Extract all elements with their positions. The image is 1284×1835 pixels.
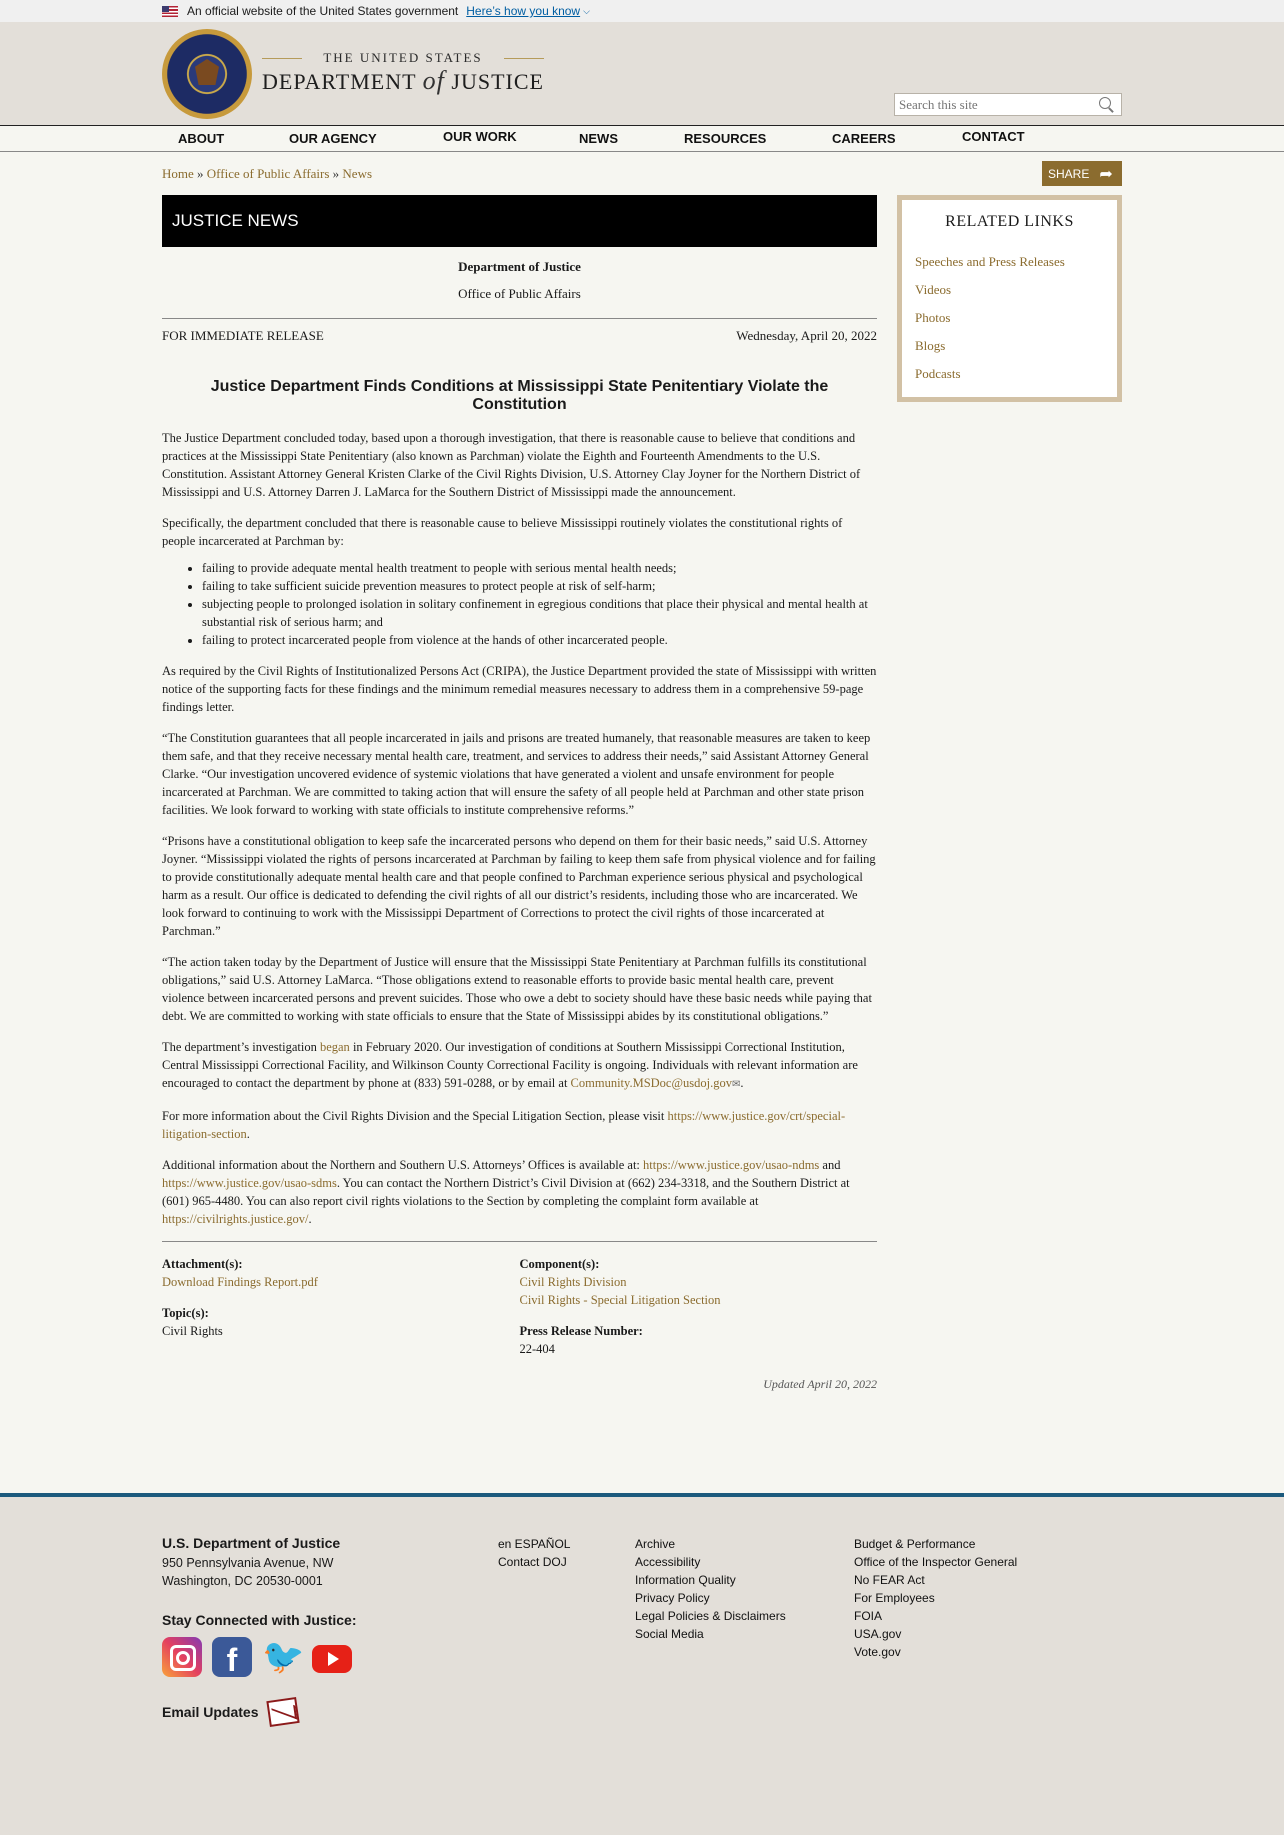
email-updates-link[interactable] <box>162 1699 298 1725</box>
logo-word-of: of <box>422 66 445 95</box>
footer-link-vote-gov[interactable]: Vote.gov <box>854 1645 901 1659</box>
footer-link-contact-doj[interactable]: Contact DOJ <box>498 1555 567 1569</box>
paragraph: Specifically, the department concluded that there is reasonable cause to believe Mississippi routinely violates the constitutional rights of people incarcerated at Parchman by: <box>162 516 843 548</box>
text: in February 2020. Our investigation of conditions at Southern Mississippi Correctional Institution, Central Mississippi Correctional Facility, and Wilkinson County Correctional Facility is ongoing. Individuals with relevant information are encouraged to contact the department by phone at (833) 591-0288, or by email at <box>162 1040 858 1090</box>
email-updates-label: Email Updates <box>162 1704 259 1720</box>
footer-link-inspector-general[interactable]: Office of the Inspector General <box>854 1555 1018 1569</box>
site-footer <box>0 1493 1284 1835</box>
footer-link-social-media[interactable]: Social Media <box>635 1627 704 1641</box>
attachments-label: Attachment(s): <box>162 1257 243 1271</box>
paragraph: “The action taken today by the Department of Justice will ensure that the Mississippi State Penitentiary at Parchman fulfills its constitutional obligations,” said U.S. Attorney LaMarca. “Those obligations extend to reasonable efforts to provide basic mental health care, prevent violence between incarcerated persons and prevent suicides. Those who owe a debt to society should have these basic needs while paying that debt. We are committed to working with state officials to ensure that the State of Mississippi abides by its constitutional obligations.” <box>162 955 872 1023</box>
civilrights-link[interactable]: https://civilrights.justice.gov/ <box>162 1212 309 1226</box>
related-link-photos[interactable]: Photos <box>915 310 951 325</box>
text: For more information about the Civil Rights Division and the Special Litigation Section, please visit <box>162 1109 668 1123</box>
paragraph <box>162 1107 877 1143</box>
footer-col-2 <box>635 1535 786 1643</box>
envelope-icon <box>267 1697 300 1727</box>
nav-news[interactable]: NEWS <box>579 131 618 146</box>
meta-left <box>162 1255 520 1371</box>
text: Additional information about the Northern and Southern U.S. Attorneys’ Offices is available at: <box>162 1158 644 1172</box>
download-findings-link[interactable]: Download Findings Report.pdf <box>162 1275 318 1289</box>
gov-banner-text: An official website of the United States government <box>187 4 459 18</box>
text: . You can contact the Northern District’s Civil Division at (662) 234-3318, and the Southern District at (601) 965-4480. You can also report civil rights violations to the Section by completing the complaint form available at <box>162 1176 850 1208</box>
eagle-icon <box>195 59 219 85</box>
attachments-block <box>162 1255 520 1291</box>
related-link-speeches[interactable]: Speeches and Press Releases <box>915 254 1065 269</box>
article-title: Justice Department Finds Conditions at Mississippi State Penitentiary Violate the Constitution <box>210 378 829 413</box>
footer-link-archive[interactable]: Archive <box>635 1537 676 1551</box>
text: . <box>308 1212 312 1226</box>
text: . <box>246 1127 250 1141</box>
related-links-title: RELATED LINKS <box>945 213 1074 230</box>
breadcrumb-office[interactable]: Office of Public Affairs <box>206 166 330 181</box>
components-label: Component(s): <box>519 1257 600 1271</box>
chevron-down-icon: ⌵ <box>583 5 590 16</box>
breadcrumb-home[interactable]: Home <box>162 166 194 181</box>
paragraph <box>162 1038 877 1094</box>
article-body <box>162 429 877 1228</box>
footer-link-for-employees[interactable]: For Employees <box>854 1591 935 1605</box>
instagram-icon[interactable] <box>162 1637 202 1677</box>
logo-line1[interactable]: THE UNITED STATES <box>262 50 544 66</box>
footer-link-legal-policies[interactable]: Legal Policies & Disclaimers <box>635 1609 786 1623</box>
logo-line2[interactable] <box>262 66 544 96</box>
related-link-blogs[interactable]: Blogs <box>915 338 946 353</box>
text: The department’s investigation <box>162 1040 320 1054</box>
related-link-videos[interactable]: Videos <box>915 282 952 297</box>
list-item: • failing to protect incarcerated people from violence at the hands of other incarcerated people. <box>202 631 877 649</box>
footer-link-accessibility[interactable]: Accessibility <box>635 1555 701 1569</box>
search-box <box>894 93 1122 116</box>
article-meta <box>162 1241 877 1371</box>
meta-right <box>520 1255 878 1371</box>
share-arrow-icon: ➦ <box>1099 165 1113 183</box>
usao-sdms-link[interactable]: https://www.justice.gov/usao-sdms <box>162 1176 337 1190</box>
breadcrumb <box>162 166 372 182</box>
facebook-icon[interactable]: f <box>212 1637 252 1677</box>
footer-link-foia[interactable]: FOIA <box>854 1609 883 1623</box>
topic-value: Civil Rights <box>162 1324 223 1338</box>
special-litigation-link[interactable]: https://www.justice.gov/crt/special-litigation-section <box>162 1109 846 1141</box>
address-line: Washington, DC 20530-0001 <box>162 1574 323 1588</box>
list-item: • failing to provide adequate mental health treatment to people with serious mental health needs; <box>202 559 877 577</box>
release-date: Wednesday, April 20, 2022 <box>736 328 877 343</box>
nav-careers[interactable]: CAREERS <box>832 131 896 146</box>
twitter-icon[interactable]: 🐦 <box>262 1638 305 1676</box>
email-link[interactable]: Community.MSDoc@usdoj.gov <box>570 1076 732 1090</box>
doj-seal-logo[interactable] <box>162 29 252 119</box>
site-header <box>0 22 1284 126</box>
nav-about[interactable]: ABOUT <box>178 131 225 146</box>
paragraph: “Prisons have a constitutional obligation to keep safe the incarcerated persons who depend on them for their basic needs,” said U.S. Attorney Joyner. “Mississippi violated the rights of persons incarcerated at Parchman by failing to keep them safe from physical violence and for failing to provide constitutionally adequate mental health care and that people confined to Parchman experience serious physical and psychological harm as a result. Our office is dedicated to defending the civil rights of all our district’s residents, including those who are incarcerated. We look forward to continuing to work with the Mississippi Department of Corrections to protect the civil rights of those incarcerated at Parchman.” <box>162 834 876 938</box>
justice-news-banner: JUSTICE NEWS <box>162 195 877 247</box>
office-block <box>162 259 877 302</box>
footer-col-1 <box>498 1535 570 1571</box>
paragraph: “The Constitution guarantees that all people incarcerated in jails and prisons are treated humanely, that reasonable measures are taken to keep them safe, and that they receive necessary mental health care, treatment, and services to address their needs,” said Assistant Attorney General Clarke. “Our investigation uncovered evidence of systemic violations that have generated a violent and unsafe environment for people incarcerated at Parchman. We are committed to taking action that will ensure the safety of all people held at Parchman and other state prison facilities. We look forward to working with state officials to institute comprehensive reforms.” <box>162 731 871 817</box>
youtube-icon[interactable] <box>312 1637 352 1677</box>
footer-link-espanol[interactable]: en ESPAÑOL <box>498 1537 571 1551</box>
footer-address <box>162 1554 333 1590</box>
footer-col-3 <box>854 1535 1017 1661</box>
text: and <box>819 1158 841 1172</box>
began-link[interactable]: began <box>319 1040 350 1054</box>
nav-our-agency[interactable]: OUR AGENCY <box>289 131 377 146</box>
prn-label: Press Release Number: <box>519 1324 643 1338</box>
heres-how-you-know-link[interactable]: Here’s how you know <box>466 4 581 18</box>
footer-link-information-quality[interactable]: Information Quality <box>635 1573 736 1587</box>
breadcrumb-separator: » <box>197 166 204 181</box>
search-input[interactable] <box>895 97 1095 113</box>
gov-banner <box>0 0 1284 22</box>
breadcrumb-news[interactable]: News <box>342 166 373 181</box>
breadcrumb-separator: » <box>332 166 340 181</box>
share-label: SHARE <box>1048 166 1090 181</box>
logo-word-justice: JUSTICE <box>451 69 544 94</box>
footer-link-usa-gov[interactable]: USA.gov <box>854 1627 902 1641</box>
mail-icon: ✉ <box>731 1079 741 1090</box>
component-special-litigation-link[interactable]: Civil Rights - Special Litigation Section <box>519 1293 721 1307</box>
components-block <box>520 1255 878 1309</box>
logo-word-department: DEPARTMENT <box>262 69 417 94</box>
related-links-box <box>897 195 1122 402</box>
text: . <box>740 1076 744 1090</box>
social-links <box>162 1637 352 1677</box>
paragraph <box>162 1156 877 1228</box>
component-civil-rights-link[interactable]: Civil Rights Division <box>519 1275 627 1289</box>
prn-block <box>520 1322 878 1358</box>
findings-list <box>202 559 877 649</box>
related-link-podcasts[interactable]: Podcasts <box>915 366 961 381</box>
nav-our-work[interactable]: OUR WORK <box>443 129 517 144</box>
dept-name: Department of Justice <box>458 259 581 274</box>
share-button[interactable] <box>1042 161 1122 186</box>
paragraph: As required by the Civil Rights of Institutionalized Persons Act (CRIPA), the Justice Department provided the state of Mississippi with written notice of the supporting facts for these findings and the minimum remedial measures necessary to address them in a comprehensive 59-page findings letter. <box>162 664 877 714</box>
address-line: 950 Pennsylvania Avenue, NW <box>162 1556 334 1570</box>
nav-resources[interactable]: RESOURCES <box>684 131 767 146</box>
list-item: • failing to take sufficient suicide prevention measures to protect people at risk of self-harm; <box>202 577 877 595</box>
footer-link-privacy-policy[interactable]: Privacy Policy <box>635 1591 710 1605</box>
footer-link-budget[interactable]: Budget & Performance <box>854 1537 976 1551</box>
paragraph: The Justice Department concluded today, based upon a thorough investigation, that there is reasonable cause to believe that conditions and practices at the Mississippi State Penitentiary (also known as Parchman) violate the Eighth and Fourteenth Amendments to the U.S. Constitution. Assistant Attorney General Kristen Clarke of the Civil Rights Division, U.S. Attorney Clay Joyner for the Northern District of Mississippi and U.S. Attorney Darren J. LaMarca for the Southern District of Mississippi made the announcement. <box>162 431 861 499</box>
us-flag-icon <box>162 6 178 17</box>
list-item: • subjecting people to prolonged isolation in solitary confinement in egregious conditions that place their physical and mental health at substantial risk of serious harm; and <box>202 595 877 631</box>
search-icon[interactable] <box>1097 95 1117 115</box>
office-name: Office of Public Affairs <box>458 286 581 301</box>
topics-block <box>162 1304 520 1340</box>
release-row <box>162 318 877 344</box>
release-label: FOR IMMEDIATE RELEASE <box>162 328 324 343</box>
footer-link-no-fear-act[interactable]: No FEAR Act <box>854 1573 925 1587</box>
article <box>162 195 877 1392</box>
stay-connected-heading: Stay Connected with Justice: <box>162 1612 357 1628</box>
nav-contact[interactable]: CONTACT <box>962 129 1025 144</box>
main-nav <box>0 126 1284 152</box>
topics-label: Topic(s): <box>162 1306 209 1320</box>
footer-org-name: U.S. Department of Justice <box>162 1535 341 1551</box>
usao-ndms-link[interactable]: https://www.justice.gov/usao-ndms <box>643 1158 820 1172</box>
updated-date: Updated April 20, 2022 <box>763 1377 877 1391</box>
prn-value: 22-404 <box>519 1342 555 1356</box>
